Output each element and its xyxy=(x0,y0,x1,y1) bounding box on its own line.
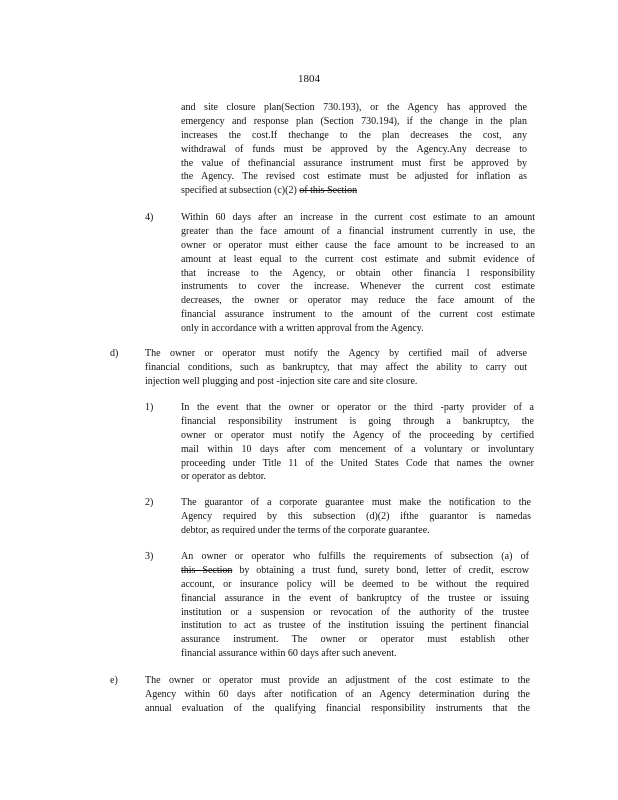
text-line: annual evaluation of the qualifying financial responsibility instruments that the xyxy=(145,702,530,714)
text-line: and site closure plan(Section 730.193), or the Agency has approved the xyxy=(181,102,527,113)
text-line: emergency and response plan (Section 730.194), if the change in the plan xyxy=(181,115,527,127)
text-line: the value of thefinancial assurance instrument must first be approved by xyxy=(181,157,527,169)
text-line: The owner or operator must notify the Agency by certified mail of adverse xyxy=(145,348,527,359)
text-line: In the event that the owner or operator or the third -party provider of a xyxy=(181,402,534,413)
text-line: injection well plugging and post -injection site care and site closure. xyxy=(145,375,418,387)
text-line: Within 60 days after an increase in the current cost estimate to an amount xyxy=(181,212,535,223)
text-line: proceeding under Title 11 of the United States Code that names the owner xyxy=(181,457,534,469)
text-line: financial responsibility instrument is going through a bankruptcy, the xyxy=(181,415,534,427)
text-line: financial assurance in the event of bankruptcy of the trustee or issuing xyxy=(181,592,529,604)
text-line: assurance instrument. The owner or operator must establish other xyxy=(181,634,529,646)
subitem-2-paragraph xyxy=(181,496,531,538)
text-line: withdrawal of funds must be approved by the Agency.Any decrease to xyxy=(181,143,527,155)
text-line: amount at least equal to the current cost estimate and submit evidence of xyxy=(181,253,535,265)
text-line: financial conditions, such as bankruptcy, that may affect the ability to carry out xyxy=(145,361,527,373)
list-marker: e) xyxy=(110,675,118,686)
text-line: institution to act as trustee of the institution issuing the pertinent financial xyxy=(181,620,529,632)
text-line: owner or operator must notify the Agency of the proceeding by certified xyxy=(181,429,534,441)
text-line: greater than the face amount of a financial instrument currently in use, the xyxy=(181,225,535,237)
subitem-3-paragraph xyxy=(181,550,529,661)
text-line: institution or a suspension or revocation of the authority of the trustee xyxy=(181,606,529,618)
text-line: Agency within 60 days after notification of an Agency determination during the xyxy=(145,688,530,700)
text-line xyxy=(181,564,529,578)
text-line: Agency required by this subsection (d)(2) ifthe guarantor is namedas xyxy=(181,510,531,522)
text-line: The owner or operator must provide an adjustment of the cost estimate to the xyxy=(145,675,530,686)
text-line: account, or insurance policy will be deemed to be without the required xyxy=(181,578,529,590)
list-marker: d) xyxy=(110,348,119,359)
text-span: specified at subsection (c)(2) xyxy=(181,185,297,197)
text-line: the Agency. The revised cost estimate must be adjusted for inflation as xyxy=(181,171,527,183)
struck-text: of this Section xyxy=(299,185,358,197)
text-line: only in accordance with a written approval from the Agency. xyxy=(181,323,424,335)
text-line: The guarantor of a corporate guarantee must make the notification to the xyxy=(181,497,531,508)
list-marker: 1) xyxy=(145,402,154,413)
page-number: 1804 xyxy=(298,73,320,85)
text-line: mail within 10 days after com mencement of a voluntary or involuntary xyxy=(181,443,534,455)
text-line: financial assurance instrument to the amount of the current cost estimate xyxy=(181,309,535,321)
text-line: that increase to the Agency, or obtain other financia l responsibility xyxy=(181,267,535,279)
continuation-paragraph xyxy=(181,101,527,198)
text-line: financial assurance within 60 days after such anevent. xyxy=(181,648,397,660)
item-4-paragraph xyxy=(181,211,535,336)
text-line: An owner or operator who fulfills the requirements of subsection (a) of xyxy=(181,551,529,562)
subitem-1-paragraph xyxy=(181,401,534,484)
struck-text: this Section xyxy=(181,564,233,576)
list-marker: 4) xyxy=(145,212,154,223)
item-e-paragraph xyxy=(145,674,530,716)
text-line: owner or operator must either cause the face amount to be increased to an xyxy=(181,239,535,251)
text-line: or operator as debtor. xyxy=(181,471,266,483)
item-d-paragraph xyxy=(145,347,527,389)
text-line: instruments to cover the increase. Whenever the current cost estimate xyxy=(181,281,535,293)
text-line xyxy=(181,184,527,198)
list-marker: 2) xyxy=(145,497,154,508)
text-line: increases the cost.If thechange to the plan decreases the cost, any xyxy=(181,129,527,141)
text-line: decreases, the owner or operator may reduce the face amount of the xyxy=(181,295,535,307)
text-line: debtor, as required under the terms of the corporate guarantee. xyxy=(181,524,430,536)
text-span: by obtaining a trust fund, surety bond, letter of credit, escrow xyxy=(232,564,529,576)
list-marker: 3) xyxy=(145,551,154,562)
